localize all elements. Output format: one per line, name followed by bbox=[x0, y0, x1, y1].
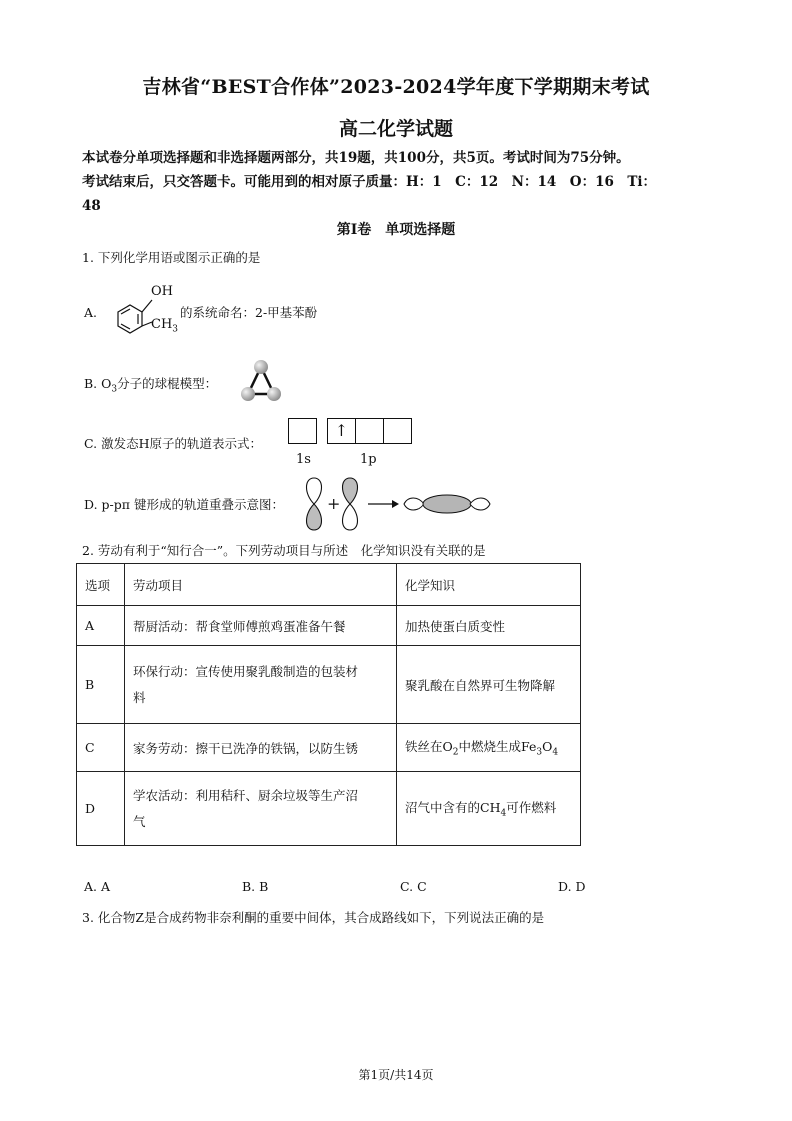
table-row bbox=[77, 606, 581, 646]
table-cell-labor bbox=[125, 724, 397, 772]
table-cell-chem bbox=[397, 724, 581, 772]
chem-text-post: O bbox=[542, 739, 553, 755]
orbital-box-1s bbox=[288, 418, 317, 444]
q1-option-a-oh: OH bbox=[151, 284, 173, 299]
q2-answer-c: C. C bbox=[400, 879, 427, 894]
table-header-cell: 化学知识 bbox=[397, 564, 581, 606]
chem-subscript: 2 bbox=[452, 747, 459, 758]
chem-text: 沼气中含有的CH bbox=[405, 800, 501, 816]
ch3-subscript: 3 bbox=[172, 324, 179, 335]
question-1-stem: 1. 下列化学用语或图示正确的是 bbox=[82, 250, 261, 265]
instructions-line-2: 考试结束后，只交答题卡。可能用到的相对原子质量：H：1 C：12 N：14 O：16 Ti： bbox=[82, 174, 657, 190]
table-cell-labor bbox=[125, 646, 397, 724]
q1-option-a-text: 的系统命名：2-甲基苯酚 bbox=[180, 305, 318, 320]
section-heading: 第Ⅰ卷 单项选择题 bbox=[336, 222, 456, 238]
labor-text-line-1: 学农活动：利用秸秆、厨余垃圾等生产沼 bbox=[133, 787, 359, 803]
table-cell-chem bbox=[397, 772, 581, 846]
table-cell-option: C bbox=[77, 724, 125, 772]
q1-option-c-text: C. 激发态H原子的轨道表示式： bbox=[84, 436, 262, 451]
chem-text: 加热使蛋白质变性 bbox=[405, 618, 506, 634]
table-row bbox=[77, 646, 581, 724]
table-row bbox=[77, 724, 581, 772]
instructions-line-1: 本试卷分单项选择题和非选择题两部分，共19题，共100分，共5页。考试时间为75分钟。 bbox=[82, 150, 630, 166]
chem-text: 聚乳酸在自然界可生物降解 bbox=[405, 677, 556, 693]
labor-text: 家务劳动：擦干已洗净的铁锅，以防生锈 bbox=[133, 740, 359, 756]
table-cell-labor bbox=[125, 772, 397, 846]
orbital-boxes-1p bbox=[327, 418, 412, 444]
ozone-ball-stick-model-icon bbox=[236, 358, 286, 406]
table-header-row bbox=[77, 564, 581, 606]
chem-subscript: 4 bbox=[500, 808, 507, 819]
q1-option-a-label: A. bbox=[84, 305, 98, 320]
q2-answer-b: B. B bbox=[242, 879, 269, 894]
instructions-line-3: 48 bbox=[82, 198, 101, 214]
chem-text: 铁丝在O bbox=[405, 739, 453, 755]
table-row bbox=[77, 772, 581, 846]
table-cell-labor bbox=[125, 606, 397, 646]
o3-suffix: 分子的球棍模型： bbox=[117, 376, 218, 391]
q1-option-a-ch3 bbox=[151, 317, 178, 335]
labor-text: 帮厨活动：帮食堂师傅煎鸡蛋准备午餐 bbox=[133, 618, 346, 634]
ch3-text: CH bbox=[151, 317, 173, 332]
o3-prefix: B. O bbox=[84, 376, 112, 391]
table-header-cell: 选项 bbox=[77, 564, 125, 606]
table-cell-option: B bbox=[77, 646, 125, 724]
orbital-box-empty bbox=[356, 419, 384, 443]
chem-text-mid: 中燃烧生成Fe bbox=[458, 739, 537, 755]
exam-instructions bbox=[82, 146, 732, 218]
exam-subtitle: 高二化学试题 bbox=[338, 118, 453, 140]
chem-subscript: 3 bbox=[536, 747, 543, 758]
table-cell-option: D bbox=[77, 772, 125, 846]
table-header-cell: 劳动项目 bbox=[125, 564, 397, 606]
page-footer: 第1页/共14页 bbox=[358, 1068, 434, 1082]
q2-answer-a: A. A bbox=[84, 879, 111, 894]
orbital-label-1p: 1p bbox=[360, 452, 377, 467]
labor-text-line-1: 环保行动：宣传使用聚乳酸制造的包装材 bbox=[133, 663, 359, 679]
chem-subscript: 4 bbox=[552, 747, 559, 758]
question-3-stem: 3. 化合物Z是合成药物非奈利酮的重要中间体，其合成路线如下，下列说法正确的是 bbox=[82, 910, 545, 925]
q2-answer-d: D. D bbox=[558, 879, 586, 894]
question-2-stem: 2. 劳动有利于“知行合一”。下列劳动项目与所述 化学知识没有关联的是 bbox=[82, 543, 486, 558]
q1-option-b-text bbox=[84, 374, 217, 395]
q1-option-d-text: D. p-pπ 键形成的轨道重叠示意图： bbox=[84, 497, 284, 512]
table-cell-chem bbox=[397, 646, 581, 724]
question-2-table bbox=[76, 563, 581, 846]
labor-text-line-2: 气 bbox=[133, 813, 146, 829]
orbital-label-1s: 1s bbox=[296, 452, 311, 467]
labor-text-line-2: 料 bbox=[133, 689, 146, 705]
chem-text-mid: 可作燃料 bbox=[506, 800, 557, 816]
exam-title: 吉林省“BEST合作体”2023-2024学年度下学期期末考试 bbox=[142, 76, 650, 98]
orbital-up-arrow-icon: ↑ bbox=[328, 419, 356, 443]
table-cell-option: A bbox=[77, 606, 125, 646]
orbital-box-empty bbox=[384, 419, 411, 443]
table-cell-chem bbox=[397, 606, 581, 646]
o3-subscript: 3 bbox=[111, 384, 118, 395]
overlap-plus-sign: + bbox=[327, 494, 341, 513]
